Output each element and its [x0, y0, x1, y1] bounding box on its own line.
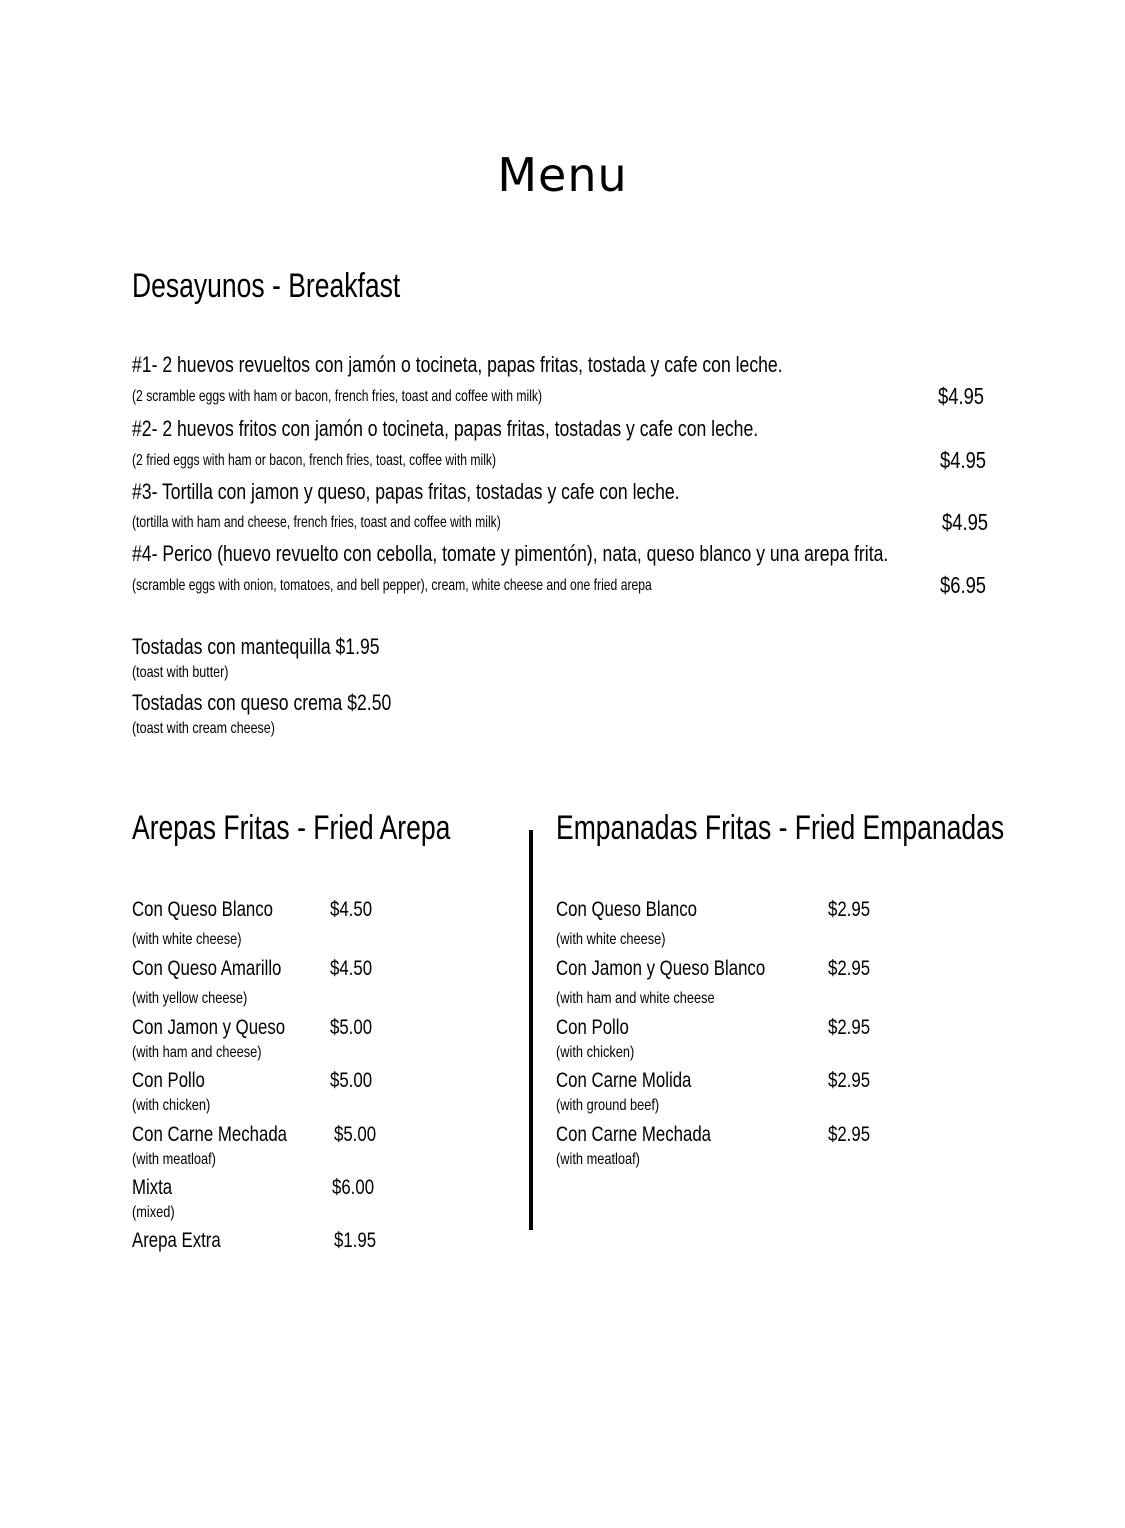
empanada-item-price: $2.95	[828, 898, 871, 921]
arepa-item-price: $5.00	[330, 1069, 373, 1092]
breakfast-item-description: (2 scramble eggs with ham or bacon, french fries, toast and coffee with milk)	[132, 388, 543, 405]
empanada-item-name: Con Carne Mechada	[556, 1123, 712, 1146]
breakfast-item-price: $4.95	[938, 383, 985, 409]
arepa-item-price: $5.00	[334, 1123, 377, 1146]
page-title: Menu	[497, 148, 628, 202]
arepa-item-description: (mixed)	[132, 1204, 175, 1221]
breakfast-item-description: (tortilla with ham and cheese, french fries, toast and coffee with milk)	[132, 514, 501, 531]
empanadas-heading: Empanadas Fritas - Fried Empanadas	[556, 809, 1005, 847]
empanada-item-description: (with white cheese)	[556, 931, 666, 948]
empanada-item-price: $2.95	[828, 1069, 871, 1092]
breakfast-item-description: (scramble eggs with onion, tomatoes, and bell pepper), cream, white cheese and one fried arepa	[132, 577, 652, 594]
empanada-item-description: (with ground beef)	[556, 1097, 660, 1114]
arepa-item-price: $4.50	[330, 957, 373, 980]
arepa-item-description: (with ham and cheese)	[132, 1044, 262, 1061]
arepa-item-price: $4.50	[330, 898, 373, 921]
breakfast-heading: Desayunos - Breakfast	[132, 267, 401, 305]
arepa-item-name: Arepa Extra	[132, 1229, 221, 1252]
empanada-item-name: Con Carne Molida	[556, 1069, 692, 1092]
empanada-item-price: $2.95	[828, 1123, 871, 1146]
arepa-item-price: $6.00	[332, 1176, 375, 1199]
empanada-item-description: (with chicken)	[556, 1044, 635, 1061]
arepa-item-name: Con Queso Amarillo	[132, 957, 282, 980]
arepa-item-description: (with chicken)	[132, 1097, 211, 1114]
extra-item-name: Tostadas con queso crema $2.50	[132, 690, 392, 715]
extra-item-description: (toast with cream cheese)	[132, 720, 275, 737]
breakfast-item-name: #4- Perico (huevo revuelto con cebolla, tomate y pimentón), nata, queso blanco y una arepa frita.	[132, 541, 889, 566]
breakfast-item-price: $4.95	[940, 447, 987, 473]
empanada-item-description: (with meatloaf)	[556, 1151, 640, 1168]
arepas-heading: Arepas Fritas - Fried Arepa	[132, 809, 451, 847]
empanada-item-description: (with ham and white cheese	[556, 990, 715, 1007]
breakfast-item-price: $4.95	[942, 509, 989, 535]
column-divider	[529, 830, 533, 1230]
arepa-item-description: (with meatloaf)	[132, 1151, 216, 1168]
breakfast-item-name: #2- 2 huevos fritos con jamón o tocineta, papas fritas, tostadas y cafe con leche.	[132, 416, 759, 441]
arepa-item-name: Mixta	[132, 1176, 173, 1199]
arepa-item-description: (with white cheese)	[132, 931, 242, 948]
breakfast-item-description: (2 fried eggs with ham or bacon, french fries, toast, coffee with milk)	[132, 452, 497, 469]
arepa-item-description: (with yellow cheese)	[132, 990, 248, 1007]
empanada-item-price: $2.95	[828, 957, 871, 980]
empanada-item-name: Con Queso Blanco	[556, 898, 698, 921]
empanada-item-name: Con Jamon y Queso Blanco	[556, 957, 766, 980]
arepa-item-price: $5.00	[330, 1016, 373, 1039]
arepa-item-name: Con Jamon y Queso	[132, 1016, 286, 1039]
arepa-item-name: Con Queso Blanco	[132, 898, 274, 921]
extra-item-description: (toast with butter)	[132, 664, 229, 681]
empanada-item-name: Con Pollo	[556, 1016, 629, 1039]
breakfast-item-name: #1- 2 huevos revueltos con jamón o tocineta, papas fritas, tostada y cafe con leche.	[132, 352, 783, 377]
empanada-item-price: $2.95	[828, 1016, 871, 1039]
breakfast-item-name: #3- Tortilla con jamon y queso, papas fritas, tostadas y cafe con leche.	[132, 479, 680, 504]
breakfast-item-price: $6.95	[940, 572, 987, 598]
extra-item-name: Tostadas con mantequilla $1.95	[132, 634, 380, 659]
arepa-item-name: Con Pollo	[132, 1069, 205, 1092]
arepa-item-name: Con Carne Mechada	[132, 1123, 288, 1146]
arepa-item-price: $1.95	[334, 1229, 377, 1252]
